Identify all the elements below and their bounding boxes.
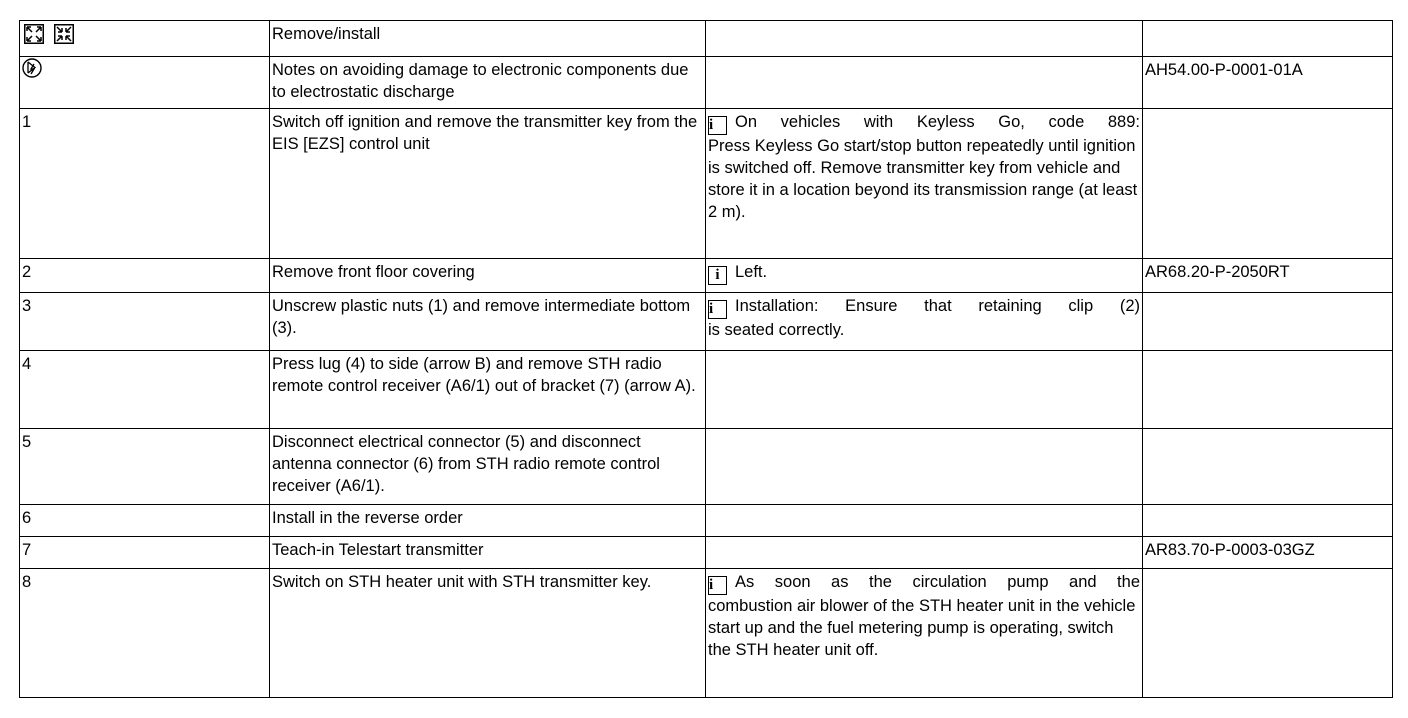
table-row (20, 537, 1393, 569)
note-cell (706, 109, 1143, 259)
action-cell: Remove front floor covering (270, 259, 706, 293)
step-cell: 5 (20, 429, 270, 505)
note-first-line (708, 571, 1140, 595)
note-cell (706, 293, 1143, 351)
note-cell (706, 537, 1143, 569)
reference-cell[interactable]: AR83.70-P-0003-03GZ (1143, 537, 1393, 569)
action-cell: Disconnect electrical connector (5) and disconnect antenna connector (6) from STH radio remote control receiver (A6/1). (270, 429, 706, 505)
action-cell: Install in the reverse order (270, 505, 706, 537)
note-text: As soon as the circulation pump and the (735, 573, 1140, 591)
info-icon: i (708, 300, 727, 319)
step-cell: 6 (20, 505, 270, 537)
reference-cell[interactable]: AH54.00-P-0001-01A (1143, 57, 1393, 109)
step-cell: 7 (20, 537, 270, 569)
note-cell (706, 429, 1143, 505)
note-cell (706, 57, 1143, 109)
action-cell: Teach-in Telestart transmitter (270, 537, 706, 569)
note-cell (706, 505, 1143, 537)
note-text: Press Keyless Go start/stop button repeatedly until ignition is switched off. Remove transmitter key from vehicle and store it in a location beyond its transmission range (at least 2 m). (708, 137, 1138, 221)
collapse-icon (54, 24, 74, 44)
table-row (20, 505, 1393, 537)
expand-icon (24, 24, 44, 44)
reference-cell (1143, 351, 1393, 429)
table-row (20, 259, 1393, 293)
table-row (20, 57, 1393, 109)
table-row (20, 293, 1393, 351)
step-cell: 4 (20, 351, 270, 429)
step-cell: 3 (20, 293, 270, 351)
action-cell: Remove/install (270, 21, 706, 57)
reference-cell (1143, 21, 1393, 57)
table-row (20, 569, 1393, 698)
note-text: is seated correctly. (708, 321, 845, 339)
note-first-line (708, 111, 1140, 135)
action-cell: Switch on STH heater unit with STH transmitter key. (270, 569, 706, 698)
note-first-line (708, 295, 1140, 319)
info-icon: i (708, 116, 727, 135)
reference-cell[interactable]: AR68.20-P-2050RT (1143, 259, 1393, 293)
action-cell: Notes on avoiding damage to electronic components due to electrostatic discharge (270, 57, 706, 109)
reference-cell (1143, 293, 1393, 351)
table-row (20, 429, 1393, 505)
reference-cell (1143, 569, 1393, 698)
action-cell: Press lug (4) to side (arrow B) and remove STH radio remote control receiver (A6/1) out of bracket (7) (arrow A). (270, 351, 706, 429)
note-cell (706, 259, 1143, 293)
action-cell: Unscrew plastic nuts (1) and remove intermediate bottom (3). (270, 293, 706, 351)
note-cell (706, 569, 1143, 698)
note-text: On vehicles with Keyless Go, code 889: (735, 113, 1140, 131)
step-cell: 8 (20, 569, 270, 698)
table-row (20, 351, 1393, 429)
reference-cell (1143, 109, 1393, 259)
note-text: combustion air blower of the STH heater unit in the vehicle start up and the fuel metering pump is operating, switch the STH heater unit off. (708, 597, 1136, 659)
note-text: Installation: Ensure that retaining clip (2) (735, 297, 1140, 315)
reference-cell (1143, 505, 1393, 537)
reference-cell (1143, 429, 1393, 505)
step-cell (20, 57, 270, 109)
procedure-table (19, 20, 1393, 698)
note-text: Left. (735, 263, 768, 281)
esd-warning-icon (21, 57, 43, 79)
note-cell (706, 351, 1143, 429)
step-cell: 2 (20, 259, 270, 293)
table-row (20, 109, 1393, 259)
info-icon: i (708, 266, 727, 285)
table-row (20, 21, 1393, 57)
info-icon: i (708, 576, 727, 595)
action-cell: Switch off ignition and remove the transmitter key from the EIS [EZS] control unit (270, 109, 706, 259)
step-cell (20, 21, 270, 57)
note-cell (706, 21, 1143, 57)
step-cell: 1 (20, 109, 270, 259)
